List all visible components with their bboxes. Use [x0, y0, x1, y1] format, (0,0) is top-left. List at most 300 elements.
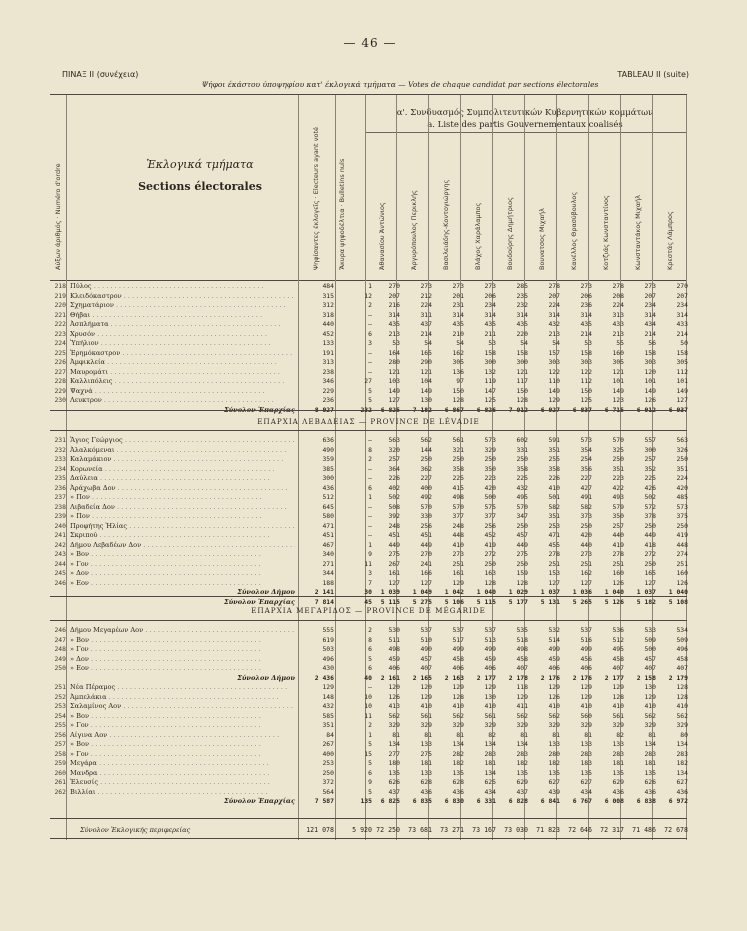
vote-cell: 320	[388, 445, 400, 454]
table-row	[50, 664, 687, 674]
vote-cell: 364	[388, 464, 400, 473]
vote-cell: 212	[420, 291, 432, 300]
vote-cell: 161	[388, 569, 400, 577]
vote-cell: 436	[612, 787, 624, 796]
vote-cell: 273	[452, 282, 464, 290]
vote-cell: 499	[580, 645, 592, 653]
vote-cell: 234	[676, 301, 688, 309]
vote-cell: 223	[612, 474, 624, 482]
rule-5	[50, 818, 687, 819]
vote-cell: 495	[516, 493, 528, 501]
vote-cell: 358	[452, 464, 464, 473]
vote-cell: 449	[644, 531, 656, 539]
vote-cell: 498	[452, 493, 464, 501]
vote-cell: 158	[484, 348, 496, 357]
vote-cell: 329	[644, 721, 656, 729]
registered-header: Ψηφίσαντες έκλογεῖς · Electeurs ayant voté	[312, 126, 320, 270]
vote-cell: 134	[676, 740, 688, 748]
vote-cell: 125	[484, 396, 496, 404]
header-bottom-rule	[50, 280, 687, 281]
vote-cell: 129	[548, 396, 560, 404]
candidate-header: Ἀθανασίου Ἀντώνιος	[378, 202, 386, 270]
table-row	[50, 788, 687, 798]
vote-cell: —	[368, 512, 372, 520]
vote-cell: 153	[548, 569, 560, 577]
vote-cell: 560	[580, 711, 592, 720]
vote-cell: 127	[388, 578, 400, 587]
vote-cell: 537	[452, 626, 464, 634]
section-name: » Γον . . .	[70, 560, 295, 570]
vote-cell: 149	[644, 386, 656, 395]
vote-cell: 602	[516, 436, 528, 444]
vote-cell: 410	[548, 483, 560, 492]
section-name: Ἀμφικλεία . . .	[70, 358, 295, 368]
row-number: 259	[54, 759, 66, 767]
section-name: Λιβαδεία Δον . . .	[70, 503, 295, 513]
vote-cell: 81	[584, 730, 592, 739]
vote-cell: 250	[484, 559, 496, 568]
page-number: — 46 —	[343, 36, 397, 50]
vote-cell: 250	[676, 455, 688, 463]
candidate-header: Κοτζιάς Κωνσταντίνος	[602, 195, 610, 270]
table-row	[50, 731, 687, 741]
vote-cell: 499	[548, 645, 560, 653]
vote-cell: 572	[644, 502, 656, 511]
vote-cell: 329	[612, 721, 624, 729]
vote-cell: 278	[612, 282, 624, 290]
vote-cell: 436	[420, 787, 432, 796]
vote-cell: 134	[388, 740, 400, 748]
vote-cell: 129	[548, 683, 560, 691]
section-name: » Βον . . .	[70, 636, 295, 646]
total-row	[50, 797, 687, 807]
vote-cell: 377	[452, 512, 464, 520]
vote-cell: 224	[420, 301, 432, 309]
vote-cell: 133	[580, 740, 592, 748]
vote-cell: 255	[548, 455, 560, 463]
grand-total-cell: 121 078	[306, 826, 334, 834]
vote-cell: 123	[612, 396, 624, 404]
vote-cell: 250	[644, 559, 656, 568]
vote-cell: 314	[676, 310, 688, 319]
row-number: 241	[54, 531, 66, 539]
vote-cell: 562	[676, 711, 688, 720]
vote-cell: 573	[484, 436, 496, 444]
vote-cell: 422	[612, 483, 624, 492]
vote-cell: 440	[322, 320, 334, 328]
row-number: 226	[54, 358, 66, 366]
vote-cell: 354	[580, 445, 592, 454]
vote-cell: 435	[452, 320, 464, 328]
vote-cell: 216	[388, 301, 400, 309]
vote-cell: 419	[484, 540, 496, 549]
vote-cell: 272	[644, 550, 656, 558]
vote-cell: 582	[580, 502, 592, 511]
vote-cell: 283	[612, 749, 624, 758]
vote-cell: 121	[388, 367, 400, 376]
section-name: Δαύλεια . . .	[70, 474, 295, 484]
vote-cell: —	[368, 531, 372, 539]
vote-cell: 120	[388, 683, 400, 691]
vote-cell: 314	[548, 310, 560, 319]
candidate-header: Βλάχος Χαράλαμπος	[474, 202, 482, 270]
row-number: 252	[54, 692, 66, 701]
vote-cell: 54	[552, 339, 560, 347]
vote-cell: 561	[612, 711, 624, 720]
vote-cell: 273	[452, 550, 464, 558]
rule-2	[50, 430, 687, 431]
vote-cell: 130	[644, 683, 656, 691]
vote-cell: 406	[548, 664, 560, 672]
vote-cell: 303	[580, 358, 592, 366]
vote-cell: 555	[322, 626, 334, 634]
vote-cell: 329	[452, 721, 464, 729]
row-number: 250	[54, 664, 66, 672]
vote-cell: 437	[388, 787, 400, 796]
vote-cell: 101	[676, 377, 688, 385]
vote-cell: 372	[322, 778, 334, 786]
row-number: 244	[54, 559, 66, 568]
vote-cell: 158	[580, 348, 592, 357]
table-row	[50, 320, 687, 330]
vote-cell: 2	[368, 626, 372, 634]
vote-cell: 458	[452, 654, 464, 663]
vote-cell: 537	[580, 626, 592, 634]
vote-cell: 5 131	[540, 597, 560, 606]
vote-cell: 570	[452, 502, 464, 511]
grand-total-cell: 71 486	[632, 826, 656, 834]
vote-cell: 502	[644, 493, 656, 501]
vote-cell: 329	[580, 721, 592, 729]
vote-cell: 250	[420, 455, 432, 463]
vote-cell: 434	[484, 787, 496, 796]
vote-cell: 6 838	[636, 797, 656, 805]
vote-cell: 214	[580, 329, 592, 338]
vote-cell: 180	[388, 759, 400, 767]
section-name: Ὑπήλιον . . .	[70, 339, 295, 349]
vote-cell: 385	[322, 464, 334, 473]
top-rule	[50, 94, 687, 95]
vote-cell: 377	[484, 512, 496, 520]
vote-cell: 225	[516, 474, 528, 482]
grand-total-cell: 71 823	[536, 826, 560, 834]
vote-cell: 533	[644, 626, 656, 634]
table-row	[50, 377, 687, 387]
vote-cell: 134	[484, 768, 496, 777]
row-number: 254	[54, 711, 66, 720]
table-row	[50, 330, 687, 340]
vote-cell: 626	[644, 778, 656, 786]
vote-cell: 410	[644, 702, 656, 710]
vote-cell: 1 037	[540, 588, 560, 596]
vote-cell: 303	[644, 358, 656, 366]
vote-cell: 150	[516, 386, 528, 395]
vote-cell: 350	[612, 512, 624, 520]
vote-cell: 305	[676, 358, 688, 366]
vote-cell: 148	[322, 692, 334, 701]
vote-cell: 434	[644, 320, 656, 328]
vote-cell: 251	[548, 559, 560, 568]
vote-cell: 214	[644, 329, 656, 338]
vote-cell: 509	[644, 635, 656, 644]
vote-cell: 6 927	[540, 405, 560, 414]
vote-cell: 134	[676, 768, 688, 777]
vote-cell: 314	[484, 310, 496, 319]
vote-cell: 236	[580, 301, 592, 309]
vote-cell: 224	[612, 301, 624, 309]
vote-cell: 15	[364, 749, 372, 758]
vote-cell: 6 867	[444, 405, 464, 414]
party-header-gr: α'. Συνδυασμός Συμπολιτευτικών Κυβερνητικών κομμάτων	[396, 108, 654, 118]
table-row	[50, 579, 687, 589]
vote-cell: 1	[368, 730, 372, 739]
vote-cell: 5	[368, 386, 372, 395]
vote-cell: 503	[322, 645, 334, 653]
vote-cell: 81	[424, 730, 432, 739]
table-subtitle: Ψήφοι έκάστου ύποψηφίου κατ' έκλογικά τμήματα — Votes de chaque candidat par sections électorales	[201, 80, 599, 89]
table-row	[50, 474, 687, 484]
vote-cell: 248	[452, 521, 464, 530]
section-name: » Πον . . .	[70, 493, 295, 503]
vote-cell: 330	[420, 512, 432, 520]
vote-cell: 135	[516, 768, 528, 777]
vote-cell: 329	[420, 721, 432, 729]
vote-cell: 436	[322, 483, 334, 492]
vote-cell: 120	[420, 683, 432, 691]
row-number: 222	[54, 320, 66, 328]
vote-cell: 435	[388, 320, 400, 328]
vote-cell: 2 177	[476, 673, 496, 682]
vote-cell: —	[368, 310, 372, 319]
table-row	[50, 693, 687, 703]
vote-cell: 471	[548, 531, 560, 539]
section-name: Ἀσπλήματα . . .	[70, 320, 295, 330]
vote-cell: 359	[322, 455, 334, 463]
vote-cell: 129	[484, 683, 496, 691]
vote-cell: 344	[322, 569, 334, 577]
vote-cell: 436	[452, 787, 464, 796]
vote-cell: 273	[420, 282, 432, 290]
vote-cell: 1	[368, 282, 372, 290]
vote-cell: 561	[452, 436, 464, 444]
vote-cell: 6	[368, 768, 372, 777]
row-number: 231	[54, 436, 66, 444]
row-number: 247	[54, 635, 66, 644]
vote-cell: 127	[644, 578, 656, 587]
vote-cell: 407	[612, 664, 624, 672]
vote-cell: 300	[484, 358, 496, 366]
vote-cell: 492	[420, 493, 432, 501]
vote-cell: 112	[580, 377, 592, 385]
vote-cell: 122	[580, 367, 592, 376]
vote-cell: 448	[452, 531, 464, 539]
vote-cell: 157	[548, 348, 560, 357]
vote-cell: 232	[360, 405, 372, 414]
row-number: 232	[54, 445, 66, 454]
vote-cell: 133	[548, 740, 560, 748]
vote-cell: 402	[388, 483, 400, 492]
vote-cell: 127	[580, 578, 592, 587]
vote-cell: 226	[388, 474, 400, 482]
vote-cell: 117	[516, 377, 528, 385]
rule-6	[50, 838, 687, 839]
vote-cell: 6 767	[572, 797, 592, 805]
row-number: 225	[54, 348, 66, 357]
vote-cell: 314	[516, 310, 528, 319]
vote-cell: 313	[322, 358, 334, 366]
table-row	[50, 569, 687, 579]
row-number: 223	[54, 329, 66, 338]
vote-cell: 3	[368, 339, 372, 347]
vote-cell: 1 040	[476, 588, 496, 596]
table-row	[50, 465, 687, 475]
vote-cell: 181	[644, 759, 656, 767]
vote-cell: 210	[452, 329, 464, 338]
vote-cell: 10	[364, 702, 372, 710]
vote-cell: 110	[548, 377, 560, 385]
vote-cell: 232	[516, 301, 528, 309]
candidate-header: Κωνσταντάκος Μιχαήλ	[634, 195, 642, 270]
vote-cell: 305	[612, 358, 624, 366]
vote-cell: 181	[484, 759, 496, 767]
vote-cell: 162	[580, 569, 592, 577]
vote-cell: 455	[548, 540, 560, 549]
vote-cell: 410	[452, 702, 464, 710]
vote-cell: 331	[516, 445, 528, 454]
row-number: 218	[54, 282, 66, 290]
vote-cell: 406	[388, 664, 400, 672]
vote-cell: 6 331	[476, 797, 496, 805]
section-name: » Δον . . .	[70, 655, 295, 665]
grand-total-cell: 72 250	[376, 826, 400, 834]
vote-cell: 270	[676, 282, 688, 290]
vote-cell: 283	[484, 749, 496, 758]
vote-cell: 563	[388, 436, 400, 444]
vote-cell: 129	[612, 683, 624, 691]
vote-cell: 128	[676, 692, 688, 701]
vote-cell: 351	[612, 464, 624, 473]
vote-cell: 419	[612, 540, 624, 549]
vote-cell: 270	[420, 550, 432, 558]
row-number: 256	[54, 730, 66, 739]
vote-cell: 101	[612, 377, 624, 385]
vote-cell: 125	[580, 396, 592, 404]
vote-cell: 407	[644, 664, 656, 672]
vote-cell: 54	[520, 339, 528, 347]
vote-cell: 166	[420, 569, 432, 577]
table-row	[50, 750, 687, 760]
vote-cell: 135	[580, 768, 592, 777]
vote-cell: 435	[580, 320, 592, 328]
vote-cell: 626	[388, 778, 400, 786]
section-name: Καλαμάκιον . . .	[70, 455, 295, 465]
vote-cell: 579	[612, 502, 624, 511]
grand-total-cell: 5 920	[352, 826, 372, 834]
vote-cell: 158	[676, 348, 688, 357]
vote-cell: 9	[368, 778, 372, 786]
vote-cell: 628	[420, 778, 432, 786]
vote-cell: 563	[676, 436, 688, 444]
row-number: 228	[54, 377, 66, 385]
vote-cell: 495	[612, 645, 624, 653]
vote-cell: 340	[322, 550, 334, 558]
section-name: Μαυρομάτι . . .	[70, 368, 295, 378]
vote-cell: 315	[322, 291, 334, 300]
vote-cell: 234	[644, 301, 656, 309]
vote-cell: 182	[516, 759, 528, 767]
vote-cell: 121	[420, 367, 432, 376]
vote-cell: 2 163	[444, 673, 464, 682]
section-name: Ἐρημόκαστρον . . .	[70, 349, 295, 359]
section-name: Ἅγιος Γεώργιος . . .	[70, 436, 295, 446]
vote-cell: 459	[548, 654, 560, 663]
section-name: Λευκτρον . . .	[70, 396, 295, 406]
vote-cell: 325	[612, 445, 624, 454]
vote-cell: 207	[676, 291, 688, 300]
vote-cell: 5 177	[508, 597, 528, 606]
candidate-header: Βουνατσος Μιχαήλ	[538, 208, 546, 270]
vote-cell: 493	[612, 493, 624, 501]
grand-total-cell: 72 646	[568, 826, 592, 834]
vote-cell: 12	[364, 291, 372, 300]
vote-cell: 392	[388, 512, 400, 520]
vote-cell: 2 176	[572, 673, 592, 682]
vote-cell: 509	[676, 635, 688, 644]
vote-cell: 1	[368, 493, 372, 501]
vote-cell: 456	[580, 654, 592, 663]
vote-cell: 440	[580, 540, 592, 549]
vote-cell: 451	[420, 531, 432, 539]
vote-cell: 126	[548, 692, 560, 701]
vote-cell: 452	[322, 329, 334, 338]
party-rule	[365, 132, 687, 133]
vote-cell: 437	[420, 320, 432, 328]
vote-cell: 134	[644, 740, 656, 748]
vote-cell: 104	[420, 377, 432, 385]
row-number: 242	[54, 540, 66, 549]
vote-cell: 53	[584, 339, 592, 347]
vote-cell: 436	[644, 787, 656, 796]
vote-cell: 206	[580, 291, 592, 300]
vote-cell: 53	[392, 339, 400, 347]
table-row	[50, 712, 687, 722]
vote-cell: 451	[388, 531, 400, 539]
section-name: Σύνολον Δήμου	[237, 673, 295, 682]
vote-cell: 459	[388, 654, 400, 663]
vote-cell: 619	[322, 635, 334, 644]
vote-cell: 207	[548, 291, 560, 300]
table-row	[50, 358, 687, 368]
vote-cell: 273	[580, 282, 592, 290]
vote-cell: 530	[388, 626, 400, 634]
vote-cell: 410	[612, 702, 624, 710]
table-row	[50, 387, 687, 397]
block-2-table	[50, 436, 687, 607]
vote-cell: 149	[612, 386, 624, 395]
section-name: Ἀμπελάκια . . .	[70, 693, 295, 703]
vote-cell: 467	[322, 540, 334, 549]
vote-cell: 130	[420, 396, 432, 404]
table-row	[50, 493, 687, 503]
vote-cell: 213	[548, 329, 560, 338]
row-number: 224	[54, 339, 66, 347]
table-row	[50, 292, 687, 302]
row-number: 251	[54, 683, 66, 691]
vote-cell: 6	[368, 329, 372, 338]
vote-cell: 208	[612, 291, 624, 300]
vote-cell: 11	[364, 559, 372, 568]
vote-cell: 628	[452, 778, 464, 786]
